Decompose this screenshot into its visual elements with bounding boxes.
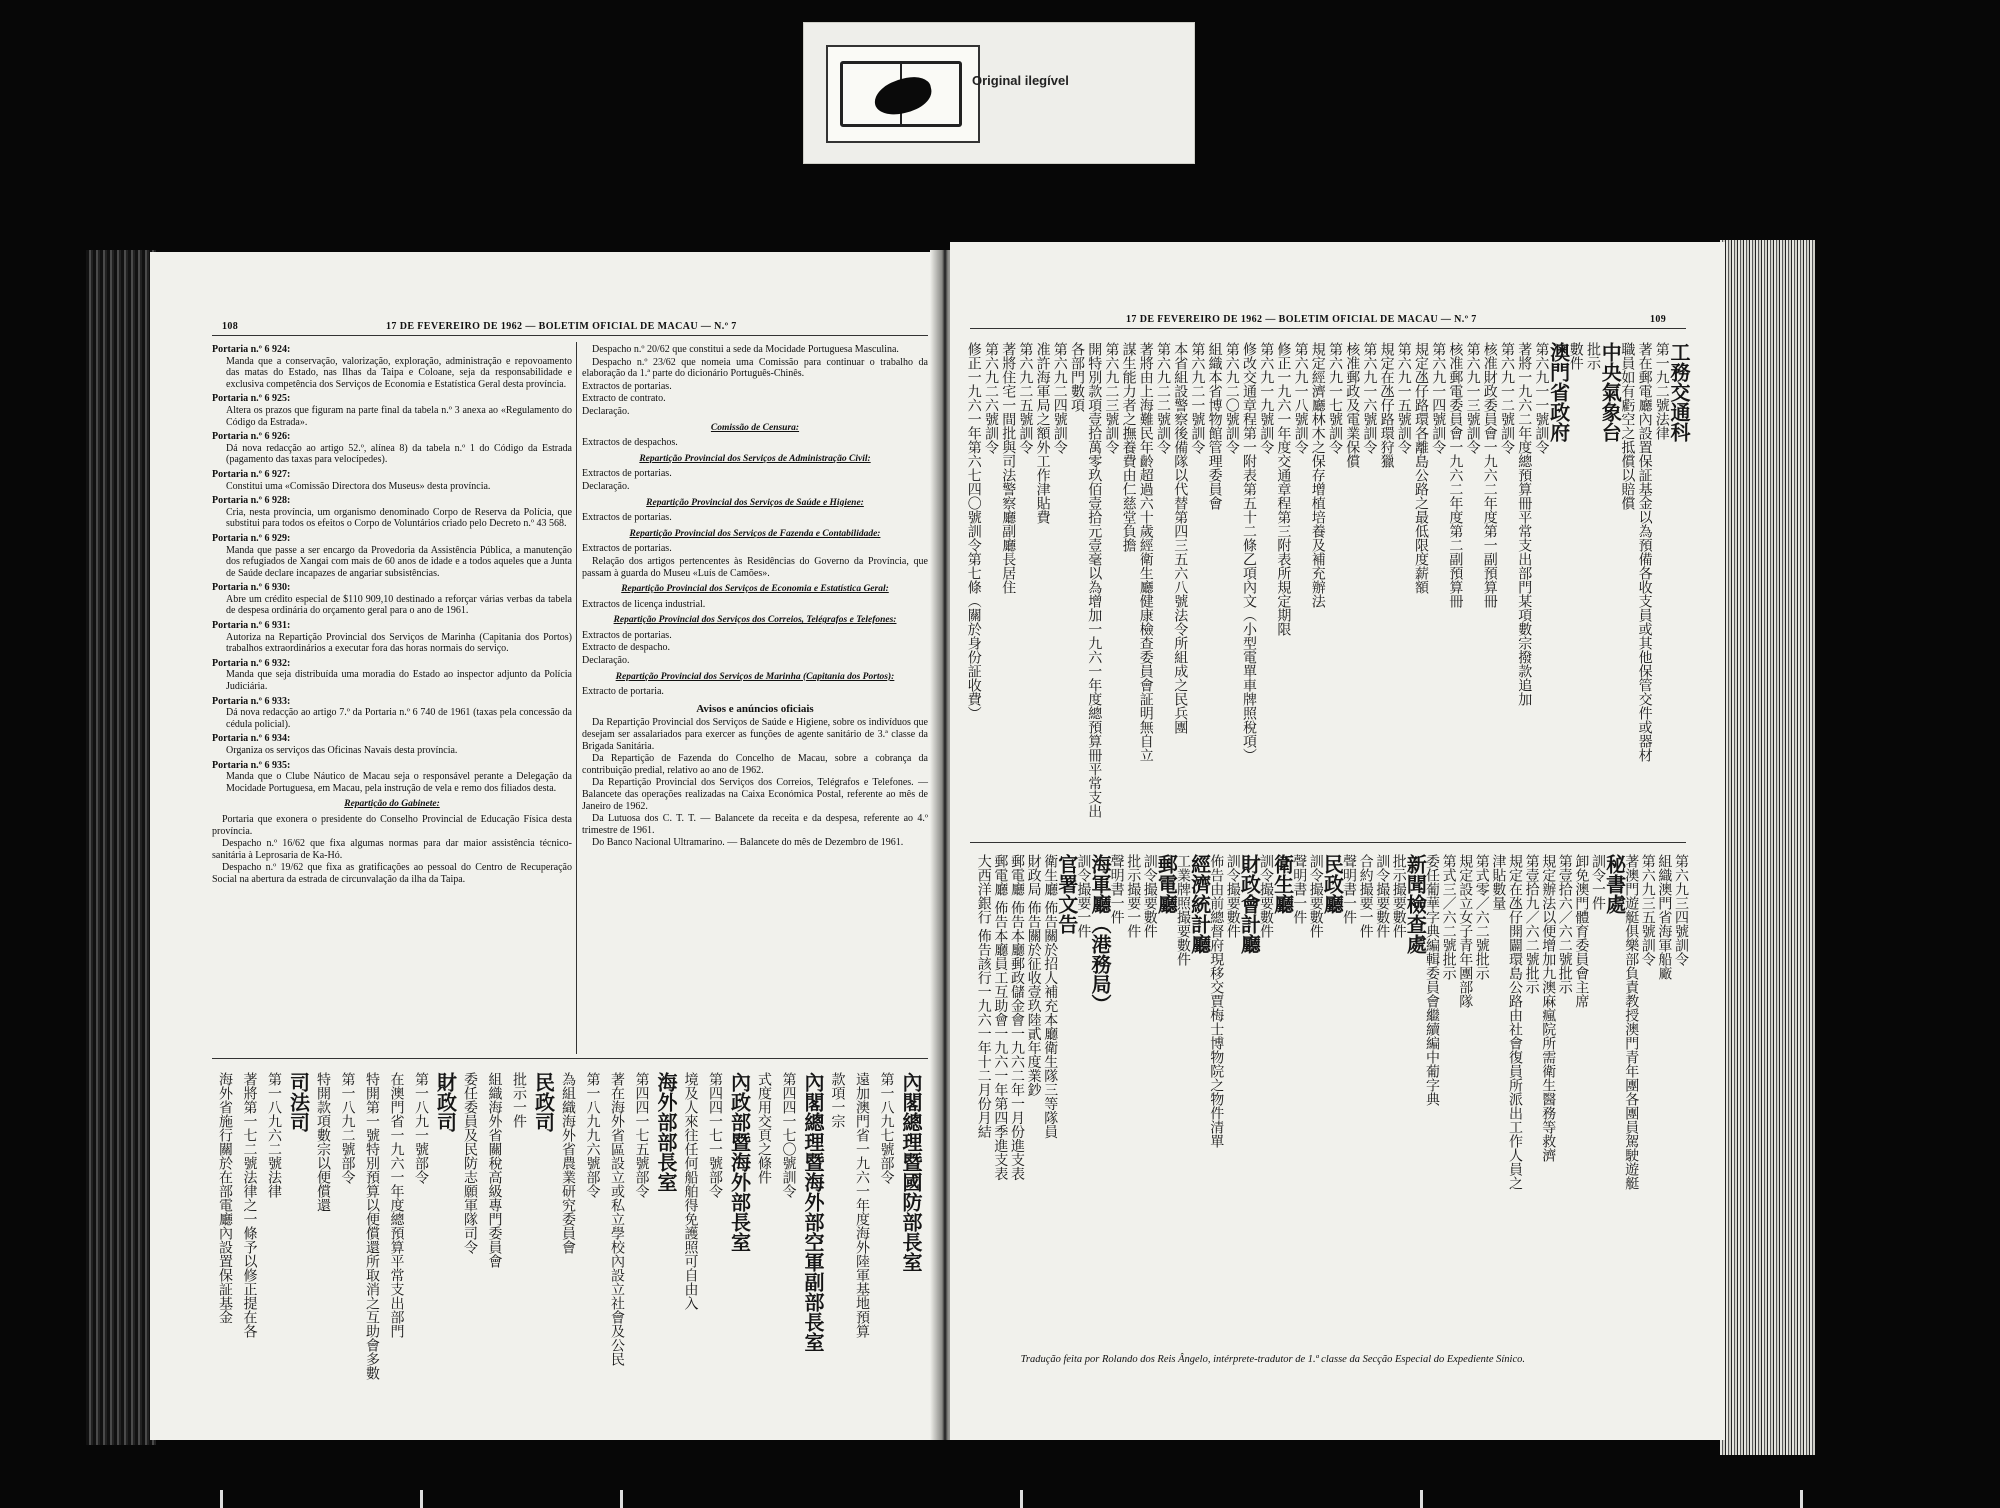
summary-para: Despacho n.º 23/62 que nomeia uma Comissão para continuar o trabalho da elaboração da 1.ª parte do dicionário Português-Chinês. [582,356,928,380]
portaria-number: Portaria n.º 6 932: [212,657,291,669]
chinese-line: 第式零／六二號批示 [1473,854,1490,980]
portaria-entry [212,344,572,390]
summary-sec: Repartição Provincial dos Serviços de Fazenda e Contabilidade: [629,528,881,539]
chinese-line: 款項一宗 [829,1072,846,1128]
portaria-number: Portaria n.º 6 930: [212,582,291,594]
summary-plain: Declaração. [582,405,630,417]
portaria-summary: Manda que seja distribuída uma moradia do Estado ao inspector adjunto da Polícia Judiciária. [226,669,572,693]
chinese-line: 特開款項數宗以便償還 [315,1072,331,1212]
summary-sec: Repartição Provincial dos Serviços de Saúde e Higiene: [646,497,864,508]
chinese-heading: 民政司 [531,1072,556,1132]
chinese-line: 組織澳門省海軍船廠 [1656,854,1673,980]
chinese-line: 第六九一五號訓令 [1395,342,1412,454]
chinese-line: 工業牌照撮要數件 [1175,854,1191,966]
chinese-line: 著澳門遊艇俱樂部負責教授澳門青年團各團員駕駛遊艇 [1623,854,1640,1190]
chinese-line: 聲明書一件 [1108,854,1125,924]
chinese-line: 第式三／六二號批示 [1440,854,1457,980]
chinese-line: 批示撮要數件 [1390,854,1407,938]
portaria-entry [212,469,572,492]
chinese-line: 第六九二二號訓令 [1155,342,1171,454]
chinese-line: 著在郵電廳內設置保証基金以為預備各收支員或其他保管交件或器材 [1636,342,1653,762]
portaria-number: Portaria n.º 6 933: [212,695,291,707]
portaria-summary: Autoriza na Repartição Provincial dos Serviços de Marinha (Capitania dos Portos) trabalhos extraordinários a executar fora das horas normais do serviço. [226,631,572,655]
chinese-heading: 民政廳 [1320,854,1345,914]
right-page-number: 109 [1650,314,1667,325]
summary-para: Da Repartição de Fazenda do Concelho de Macau, sobre a cobrança da contribuição predial, relativo ao ano de 1962. [582,753,928,776]
chinese-line: 著將第一七二號法律之一條予以修正提在各 [241,1072,258,1338]
scan-ruler [0,1490,2000,1508]
summary-para: Relação dos artigos pertencentes às Residências do Governo da Província, que passam à guarda do Museu «Luís de Camões». [582,555,928,579]
portaria-entry [212,393,572,428]
chinese-line: 修正一九六一年度交通章程第三附表所規定期限 [1275,342,1292,636]
summary-plain: Extractos de portarias. [582,380,672,392]
chinese-heading: 工務交通科 [1667,342,1691,442]
portaria-entry [212,658,572,693]
chinese-line: 修改交通章程第一附表第五十二條乙項內文（小型電單車牌照稅項） [1241,342,1257,762]
chinese-line: 第六九三四號訓令 [1673,854,1689,966]
chinese-line: 規定氹仔路環各離島公路之最低限度薪額 [1413,342,1429,594]
chinese-heading: 郵電廳 [1154,854,1179,914]
chinese-line: 第一八九二號部令 [339,1072,356,1184]
chinese-line: 境及人來往任何船舶得免護照可自由入 [682,1072,699,1310]
summary-plain: Declaração. [582,480,630,492]
chinese-line: 遠加澳門省一九六一年度海外陸軍基地預算 [854,1072,870,1338]
summary-para: Despacho n.º 20/62 que constitui a sede da Mocidade Portuguesa Masculina. [592,344,899,355]
gabinete-title: Repartição do Gabinete: [344,799,440,810]
portaria-entry [212,696,572,731]
translation-credit: Tradução feita por Rolando dos Reis Ângelo, intérprete-tradutor de 1.ª classe da Secção Especial do Expediente Sínico. [1020,1354,1525,1365]
chinese-line: 准許海軍局之額外工作津貼費 [1034,342,1051,524]
chinese-line: 各部門數項 [1069,342,1085,412]
chinese-heading: 財政會計廳 [1237,854,1262,954]
portaria-entry [212,431,572,466]
summary-plain: Extractos de portarias. [582,468,672,480]
summary-plain: Extractos de despachos. [582,437,678,449]
chinese-line: 訓令撮要一件 [1075,854,1092,938]
chinese-line: 聲明書一件 [1341,854,1357,924]
left-page [150,252,940,1440]
chinese-line: 批示 [1585,342,1601,370]
summary-plain: Extractos de licença industrial. [582,598,706,610]
chinese-line: 第一八九六二號法律 [266,1072,282,1198]
chinese-line: 郵電廳 佈告本廳員工互助會一九六一年第四季進支表 [992,854,1009,1181]
chinese-line: 聲明書一件 [1291,854,1308,924]
gabinete-item: Despacho n.º 19/62 que fixa as gratificações ao pessoal do Centro de Recuperação Social na abertura da estrada de circunvalação da ilha da Taipa. [212,862,572,885]
left-column-a [212,344,572,887]
chinese-line: 第六九一八號訓令 [1292,342,1309,454]
summary-plain: Extracto de contrato. [582,393,666,405]
chinese-line: 合約撮要一件 [1357,854,1374,938]
chinese-line: 第壹拾六／六二號批示 [1556,854,1573,994]
chinese-heading: 衛生廳 [1270,854,1295,914]
portaria-summary: Cria, nesta província, um organismo denominado Corpo de Reserva da Polícia, que substitui para todos os efeitos o Corpo de Voluntários criado pelo Decreto n.º 43 568. [226,506,572,530]
chinese-line: 第六九二六號訓令 [983,342,999,454]
portaria-summary: Manda que passe a ser encargo da Provedoria da Assistência Pública, a manutenção dos refugiados de Xangai com mais de 60 anos de idade e a todos aqueles que a Junta de Saúde declare incapazes de angariar subsistências. [226,544,572,579]
chinese-heading: 經濟統計廳 [1187,854,1212,954]
chinese-line: 訓令撮要數件 [1374,854,1391,938]
chinese-line: 第六九一一號訓令 [1533,342,1550,454]
chinese-line: 第一九二號法律 [1653,342,1670,440]
chinese-line: 財政局 佈告關於征收壹玖陸貳年度業鈔 [1025,854,1042,1097]
portaria-entry [212,495,572,530]
summary-plain: Extractos de portarias. [582,512,672,524]
chinese-line: 著將由上海難民年齡超過六十歲經衛生廳健康檢查委員會証明無自立 [1137,342,1154,762]
chinese-line: 第一八九一號部令 [413,1072,429,1184]
illegible-notice-card [803,22,1195,164]
chinese-line: 第一八九七號部令 [878,1072,895,1184]
chinese-line: 特開第一號特別預算以便償還所取消之互助會多數 [364,1072,380,1380]
chinese-line: 規定設立女子青年團部隊 [1457,854,1474,1008]
summary-sec: Repartição Provincial dos Serviços de Marinha (Capitania dos Portos): [615,671,895,682]
summary-para: Da Repartição Provincial dos Serviços de Saúde e Higiene, sobre os indivíduos que desejam ser assalariados para exercer as funções de agente sanitário de 3.ª classe da Brigada Sanitária. [582,717,928,752]
chinese-line: 第六九二一號訓令 [1189,342,1206,454]
summary-plain: Extractos de portarias. [582,629,672,641]
gabinete-item: Despacho n.º 16/62 que fixa algumas normas para dar maior assistência técnico-sanitária à Leprosaria de Ka-Hó. [212,838,572,861]
chinese-line: 訓令撮要數件 [1258,854,1274,938]
left-column-b [582,344,928,850]
chinese-line: 委任葡華字典編輯委員會繼續編中葡字典 [1424,854,1440,1106]
portaria-number: Portaria n.º 6 928: [212,495,291,507]
portaria-summary: Altera os prazos que figuram na parte final da tabela n.º 3 anexa ao «Regulamento do Código da Estrada». [226,404,572,428]
chinese-heading: 內閣總理暨國防部長室 [899,1072,923,1272]
chinese-line: 開特別款項壹拾萬零玖佰壹拾元壹毫以為增加一九六一年度總預算冊平常支出 [1086,342,1103,818]
illegible-notice-label: Original ilegível [972,73,1069,88]
chinese-line: 規定在氹仔路環狩獵 [1378,342,1395,468]
chinese-line: 第壹拾九／六二號批示 [1523,854,1540,994]
chinese-line: 佈告由前總督府現移交賈梅士博物院之物件清單 [1208,854,1225,1148]
portaria-number: Portaria n.º 6 931: [212,620,291,632]
portaria-summary: Dá nova redacção ao artigo 52.º, alínea 8) da tabela n.º 1 do Código da Estrada (pagamento das taxas para velocípedes). [226,442,572,466]
chinese-line: 第六九二五號訓令 [1017,342,1034,454]
summary-sec: Repartição Provincial dos Serviços dos Correios, Telégrafos e Telefones: [613,615,897,626]
chinese-line: 第四四一七五號部令 [633,1072,650,1198]
chinese-line: 式度用交頁之條件 [756,1072,772,1184]
chinese-line: 在澳門省一九六一年度總預算平常支出部門 [388,1072,405,1338]
chinese-line: 第六九二四號訓令 [1051,342,1068,454]
chinese-line: 數件 [1567,342,1584,370]
gabinete-item: Portaria que exonera o presidente do Conselho Provincial de Educação Física desta província. [212,813,572,837]
chinese-heading: 財政司 [433,1072,458,1132]
summary-plain: Extracto de despacho. [582,642,671,654]
portaria-summary: Manda que a conservação, valorização, exploração, administração e repovoamento das matas do Estado, nas Ilhas da Taipa e Coloane, seja da responsabilidade e exclusiva competência dos Serviços de Economia e Estatística Geral desta província. [226,355,572,390]
chinese-line: 規定辦法以便增加九澳麻瘋院所需衛生醫務等救濟 [1540,854,1557,1162]
chinese-line: 規定在氹仔開闢環島公路由社會復員所派出工作人員之 [1507,854,1523,1190]
chinese-line: 第四四一七〇號訓令 [780,1072,797,1198]
left-page-number: 108 [222,321,239,332]
portaria-number: Portaria n.º 6 925: [212,393,291,405]
summary-para: Da Repartição Provincial dos Serviços dos Correios, Telégrafos e Telefones. — Balancete das operações realizadas na Caixa Económica Postal, referente ao mês de Janeiro de 1962. [582,777,928,812]
chinese-line: 第六九一二號訓令 [1499,342,1515,454]
chinese-line: 謀生能力者之撫養費由仁慈堂負擔 [1120,342,1137,552]
chinese-heading: 官署文告 [1054,854,1079,934]
chinese-heading: 海軍廳（港務局） [1088,854,1112,1014]
chinese-line: 職員如有虧空之抵償以賠償 [1619,342,1636,510]
right-page [950,242,1725,1440]
chinese-line: 第六九一六號訓令 [1361,342,1378,454]
chinese-line: 核准郵電委員會一九六二年度第二副預算冊 [1447,342,1464,608]
portaria-summary: Constitui uma «Comissão Directora dos Museus» desta província. [226,480,491,492]
chinese-heading: 內閣總理暨海外部空軍副部長室 [801,1072,825,1352]
chinese-line: 第六九一七號訓令 [1327,342,1343,454]
chinese-line: 訓令撮要數件 [1307,854,1324,938]
chinese-line: 本省組設警察後備隊以代替第四三五六八號法令所組成之民兵團 [1172,342,1189,734]
summary-sec: Comissão de Censura: [710,422,800,433]
summary-big: Avisos e anúncios oficiais [696,702,814,715]
chinese-heading: 新聞檢查處 [1403,854,1428,954]
portaria-entry [212,582,572,617]
portaria-entry [212,760,572,795]
chinese-line: 第六九一四號訓令 [1430,342,1447,454]
chinese-heading: 秘書處 [1602,854,1627,914]
summary-plain: Extracto de portaria. [582,686,664,698]
portaria-number: Portaria n.º 6 924: [212,344,291,355]
portaria-entry [212,533,572,579]
chinese-line: 組織本省博物館管理委員會 [1206,342,1223,510]
left-page-header: 17 DE FEVEREIRO DE 1962 — BOLETIM OFICIAL DE MACAU — N.º 7 [386,321,737,332]
summary-sec: Repartição Provincial dos Serviços de Economia e Estatística Geral: [621,584,889,595]
portaria-number: Portaria n.º 6 926: [212,431,291,443]
portaria-entry [212,733,572,756]
chinese-line: 第一八九九六號部令 [584,1072,601,1198]
portaria-number: Portaria n.º 6 929: [212,532,291,544]
illegible-book-icon [826,45,980,143]
chinese-line: 訓令撮要數件 [1141,854,1158,938]
chinese-line: 訓令撮要數件 [1224,854,1241,938]
chinese-heading: 海外部部長室 [654,1072,678,1192]
chinese-line: 第六九一九號訓令 [1258,342,1275,454]
summary-sec: Repartição Provincial dos Serviços de Administração Civil: [639,453,871,464]
book-edge-left [86,250,156,1445]
chinese-line: 委任委員及民防志願軍隊司令 [462,1072,478,1254]
chinese-line: 批示一件 [511,1072,527,1128]
summary-plain: Declaração. [582,655,630,667]
chinese-heading: 司法司 [286,1072,311,1132]
portaria-summary: Manda que o Clube Náutico de Macau seja o responsável perante a Delegação da Mocidade Portuguesa, em Macau, pela instrução de vela e remo dos filiados desta. [226,771,572,794]
chinese-line: 第六九二〇號訓令 [1223,342,1240,454]
chinese-line: 著將一九六二年度總預算冊平常支出部門某項數宗撥款追加 [1516,342,1533,706]
chinese-line: 著在海外省區設立或私立學校內設立社會及公民 [609,1072,625,1366]
chinese-line: 衛生廳 佈告關於招人補充本廳衛生隊三等隊員 [1042,854,1059,1139]
summary-para: Da Lutuosa dos C. T. T. — Balancete da receita e da despesa, referente ao 4.º trimestre de 1961. [582,813,928,836]
chinese-line: 為組織海外省農業研究委員會 [560,1072,576,1254]
chinese-line: 修正一九六一年第六七四〇號訓令第七條（關於身份証收費） [965,342,982,720]
chinese-line: 核准財政委員會一九六二年度第一副預算冊 [1481,342,1498,608]
chinese-line: 郵電廳 佈告本廳郵政儲金會一九六二年一月份進支表 [1009,854,1025,1181]
portaria-summary: Organiza os serviços das Oficinas Navais desta província. [226,745,458,756]
portaria-number: Portaria n.º 6 935: [212,759,291,771]
portaria-summary: Abre um crédito especial de $110 909,10 destinado a reforçar várias verbas da tabela de despesa ordinária do orçamento geral para o ano de 1961. [226,593,572,617]
chinese-line: 大西洋銀行 佈告該行一九六一年十二月份月結 [975,854,992,1139]
portaria-number: Portaria n.º 6 934: [212,733,291,745]
chinese-line: 第六九一三號訓令 [1464,342,1481,454]
portaria-number: Portaria n.º 6 927: [212,468,291,480]
chinese-line: 第六九二三號訓令 [1103,342,1120,454]
summary-para: Do Banco Nacional Ultramarino. — Balancete do mês de Dezembro de 1961. [592,837,904,849]
chinese-line: 組織海外省關稅高級專門委員會 [486,1072,503,1268]
right-page-header: 17 DE FEVEREIRO DE 1962 — BOLETIM OFICIAL DE MACAU — N.º 7 [1126,314,1477,325]
chinese-line: 第四四一七一號部令 [707,1072,723,1198]
chinese-line: 核准郵政及電業保償 [1344,342,1361,468]
book-edge-right [1720,240,1815,1455]
chinese-line: 津貼數量 [1490,854,1507,910]
chinese-heading: 澳門省政府 [1546,342,1571,442]
portaria-summary: Dá nova redacção ao artigo 7.º da Portaria n.º 6 740 de 1961 (taxas pela concessão da cédula policial). [226,707,572,730]
chinese-line: 卸免澳門體育委員會主席 [1573,854,1590,1008]
chinese-line: 批示撮要一件 [1125,854,1142,938]
chinese-heading: 內政部暨海外部長室 [727,1072,752,1252]
chinese-line: 著將住宅一間批與司法警察廳副廳長居住 [1000,342,1017,594]
chinese-line: 海外省施行關於在部電廳內設置保証基金 [217,1072,233,1324]
chinese-line: 訓令一件 [1590,854,1606,910]
portaria-entry [212,620,572,655]
summary-plain: Extractos de portarias. [582,543,672,555]
chinese-line: 第六九三五號訓令 [1639,854,1656,966]
chinese-line: 規定經濟廳林木之保存增植培養及補充辦法 [1309,342,1326,608]
chinese-heading: 中央氣象台 [1598,342,1623,442]
